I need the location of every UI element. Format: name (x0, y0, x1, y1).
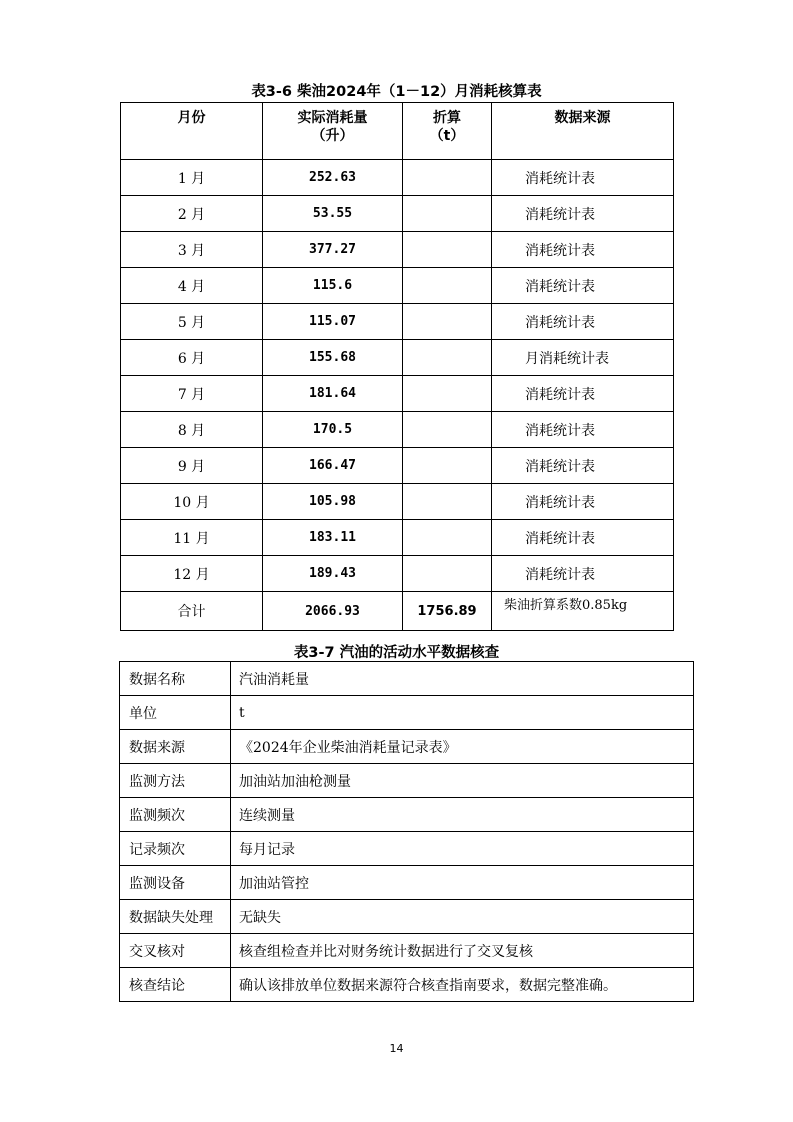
actual-consumption-cell: 115.07 (263, 304, 403, 340)
field-name-cell: 记录频次 (120, 832, 231, 866)
field-name-cell: 交叉核对 (120, 934, 231, 968)
table-row (121, 268, 674, 304)
header-converted: 折算 （t） (403, 103, 492, 160)
data-source-cell: 消耗统计表 (492, 232, 674, 268)
table-row (120, 764, 694, 798)
month-cell: 4 月 (121, 268, 263, 304)
table-row (121, 304, 674, 340)
table-row (121, 484, 674, 520)
data-source-cell: 月消耗统计表 (492, 340, 674, 376)
table-row (120, 662, 694, 696)
converted-cell (403, 412, 492, 448)
field-name-cell: 监测频次 (120, 798, 231, 832)
actual-consumption-cell: 170.5 (263, 412, 403, 448)
table-row (121, 340, 674, 376)
actual-consumption-cell: 115.6 (263, 268, 403, 304)
actual-consumption-cell: 377.27 (263, 232, 403, 268)
table-row (121, 376, 674, 412)
header-data-source: 数据来源 (492, 103, 674, 160)
month-cell: 合计 (121, 592, 263, 631)
table-row (120, 730, 694, 764)
field-value-cell: 核查组检查并比对财务统计数据进行了交叉复核 (231, 934, 694, 968)
month-cell: 11 月 (121, 520, 263, 556)
page-number: 14 (389, 1042, 404, 1055)
converted-cell (403, 232, 492, 268)
month-cell: 2 月 (121, 196, 263, 232)
table-row (120, 968, 694, 1002)
table-row (121, 412, 674, 448)
actual-consumption-cell: 166.47 (263, 448, 403, 484)
actual-consumption-cell: 53.55 (263, 196, 403, 232)
field-value-cell: t (231, 696, 694, 730)
field-name-cell: 单位 (120, 696, 231, 730)
field-name-cell: 监测设备 (120, 866, 231, 900)
data-source-cell: 消耗统计表 (492, 520, 674, 556)
table-row (121, 196, 674, 232)
data-source-cell: 消耗统计表 (492, 556, 674, 592)
month-cell: 7 月 (121, 376, 263, 412)
field-value-cell: 连续测量 (231, 798, 694, 832)
month-cell: 10 月 (121, 484, 263, 520)
data-source-cell: 消耗统计表 (492, 268, 674, 304)
field-name-cell: 数据缺失处理 (120, 900, 231, 934)
table-row (120, 866, 694, 900)
actual-consumption-cell: 252.63 (263, 160, 403, 196)
month-cell: 5 月 (121, 304, 263, 340)
data-source-cell: 消耗统计表 (492, 196, 674, 232)
month-cell: 6 月 (121, 340, 263, 376)
table-row (120, 934, 694, 968)
table-row (120, 798, 694, 832)
table-header-row (121, 103, 674, 160)
converted-cell (403, 556, 492, 592)
month-cell: 12 月 (121, 556, 263, 592)
month-cell: 8 月 (121, 412, 263, 448)
table-3-7-caption: 表3-7 汽油的活动水平数据核查 (293, 645, 500, 661)
actual-consumption-cell: 181.64 (263, 376, 403, 412)
field-name-cell: 数据名称 (120, 662, 231, 696)
field-value-cell: 无缺失 (231, 900, 694, 934)
diesel-consumption-table (120, 102, 674, 631)
data-source-cell: 消耗统计表 (492, 412, 674, 448)
data-source-cell: 消耗统计表 (492, 448, 674, 484)
table-row (120, 832, 694, 866)
month-cell: 1 月 (121, 160, 263, 196)
field-name-cell: 监测方法 (120, 764, 231, 798)
field-value-cell: 《2024年企业柴油消耗量记录表》 (231, 730, 694, 764)
converted-cell (403, 304, 492, 340)
month-cell: 3 月 (121, 232, 263, 268)
table-row (121, 232, 674, 268)
gasoline-activity-data-table (119, 661, 694, 1002)
actual-consumption-cell: 155.68 (263, 340, 403, 376)
converted-cell: 1756.89 (403, 592, 492, 631)
header-month: 月份 (121, 103, 263, 160)
converted-cell (403, 376, 492, 412)
field-value-cell: 确认该排放单位数据来源符合核查指南要求，数据完整准确。 (231, 968, 694, 1002)
field-value-cell: 汽油消耗量 (231, 662, 694, 696)
month-cell: 9 月 (121, 448, 263, 484)
actual-consumption-cell: 105.98 (263, 484, 403, 520)
data-source-cell: 柴油折算系数0.85kg (492, 592, 674, 631)
data-source-cell: 消耗统计表 (492, 484, 674, 520)
table-row (121, 556, 674, 592)
table-row (121, 160, 674, 196)
converted-cell (403, 160, 492, 196)
table-row (120, 900, 694, 934)
converted-cell (403, 340, 492, 376)
total-row (121, 592, 674, 631)
converted-cell (403, 484, 492, 520)
table-row (120, 696, 694, 730)
field-value-cell: 加油站加油枪测量 (231, 764, 694, 798)
actual-consumption-cell: 189.43 (263, 556, 403, 592)
table-3-6-caption: 表3-6 柴油2024年（1－12）月消耗核算表 (251, 84, 542, 100)
data-source-cell: 消耗统计表 (492, 304, 674, 340)
actual-consumption-cell: 183.11 (263, 520, 403, 556)
converted-cell (403, 520, 492, 556)
converted-cell (403, 448, 492, 484)
data-source-cell: 消耗统计表 (492, 376, 674, 412)
field-name-cell: 数据来源 (120, 730, 231, 764)
converted-cell (403, 196, 492, 232)
header-actual-consumption: 实际消耗量 （升） (263, 103, 403, 160)
data-source-cell: 消耗统计表 (492, 160, 674, 196)
table-row (121, 448, 674, 484)
actual-consumption-cell: 2066.93 (263, 592, 403, 631)
field-value-cell: 每月记录 (231, 832, 694, 866)
converted-cell (403, 268, 492, 304)
field-value-cell: 加油站管控 (231, 866, 694, 900)
field-name-cell: 核查结论 (120, 968, 231, 1002)
table-row (121, 520, 674, 556)
